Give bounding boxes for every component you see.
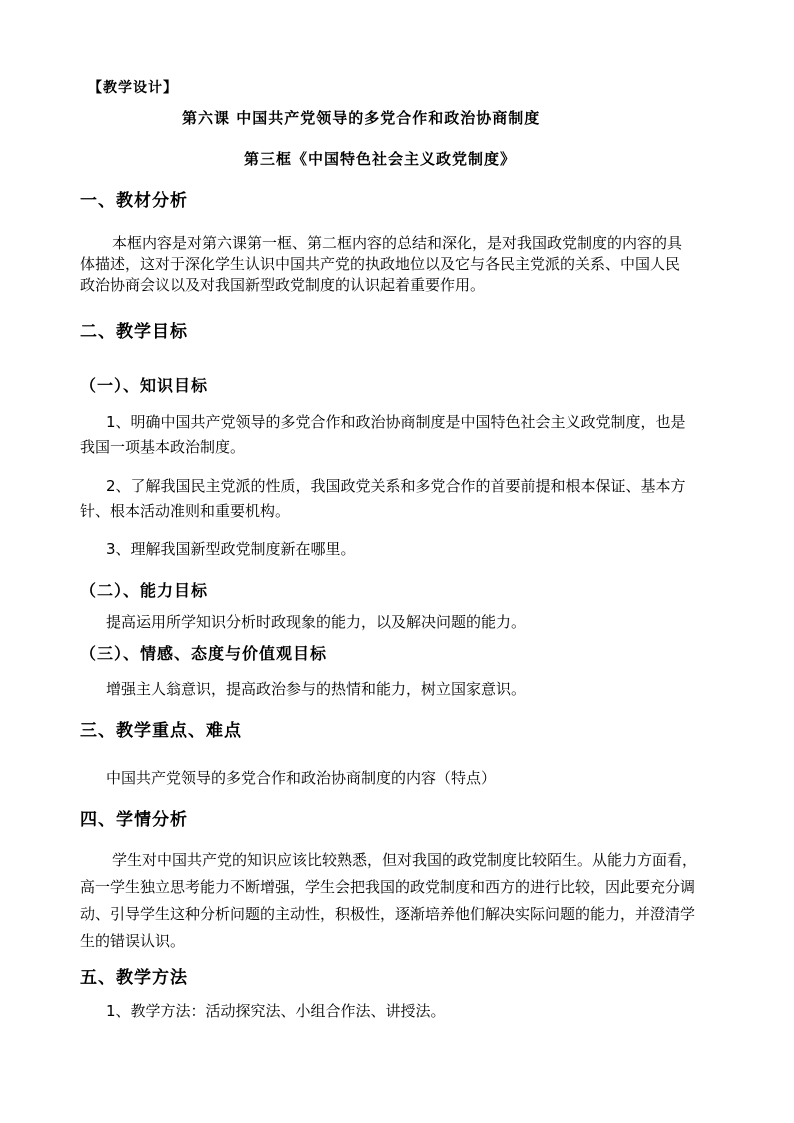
subsection-heading-knowledge: （一）、知识目标 xyxy=(80,376,209,395)
learner-line-2: 高一学生独立思考能力不断增强，学生会把我国的政党制度和西方的进行比较，因此要充分调 xyxy=(80,878,696,896)
knowledge-item-1-line-2: 我国一项基本政治制度。 xyxy=(80,438,246,456)
ability-text: 提高运用所学知识分析时政现象的能力，以及解决问题的能力。 xyxy=(106,613,527,631)
doc-tag: 【教学设计】 xyxy=(88,80,178,96)
materials-line-3: 政治协商会议以及对我国新型政党制度的认识起着重要作用。 xyxy=(80,276,486,294)
section-heading-objectives: 二、教学目标 xyxy=(80,322,188,342)
knowledge-item-1-line-1: 1、明确中国共产党领导的多党合作和政治协商制度是中国特色社会主义政党制度，也是 xyxy=(106,413,686,431)
section-heading-methods: 五、教学方法 xyxy=(80,968,188,988)
values-text: 增强主人翁意识，提高政治参与的热情和能力，树立国家意识。 xyxy=(106,680,527,698)
knowledge-item-3-line-1: 3、理解我国新型政党制度新在哪里。 xyxy=(106,540,356,558)
doc-title-line1: 第六课 中国共产党领导的多党合作和政治协商制度 xyxy=(182,109,541,127)
key-points-text: 中国共产党领导的多党合作和政治协商制度的内容（特点） xyxy=(106,769,497,787)
materials-line-1: 本框内容是对第六课第一框、第二框内容的总结和深化，是对我国政党制度的内容的具 xyxy=(112,234,683,252)
section-heading-materials: 一、教材分析 xyxy=(80,191,188,211)
subsection-heading-ability: （二）、能力目标 xyxy=(80,581,209,600)
doc-title-line2: 第三框《中国特色社会主义政党制度》 xyxy=(244,150,517,168)
methods-text: 1、教学方法：活动探究法、小组合作法、讲授法。 xyxy=(106,1002,446,1020)
knowledge-item-2-line-1: 2、了解我国民主党派的性质，我国政党关系和多党合作的首要前提和根本保证、基本方 xyxy=(106,477,686,495)
materials-line-2: 体描述，这对于深化学生认识中国共产党的执政地位以及它与各民主党派的关系、中国人民 xyxy=(80,255,681,273)
section-heading-learner-analysis: 四、学情分析 xyxy=(80,810,188,830)
section-heading-key-points: 三、教学重点、难点 xyxy=(80,721,242,741)
subsection-heading-values: （三）、情感、态度与价值观目标 xyxy=(80,644,328,663)
learner-line-3: 动、引导学生这种分析问题的主动性，积极性，逐渐培养他们解决实际问题的能力，并澄清学 xyxy=(80,905,696,923)
knowledge-item-2-line-2: 针、根本活动准则和重要机构。 xyxy=(80,502,291,520)
learner-line-4: 生的错误认识。 xyxy=(80,932,186,950)
learner-line-1: 学生对中国共产党的知识应该比较熟悉，但对我国的政党制度比较陌生。从能力方面看， xyxy=(112,851,698,869)
